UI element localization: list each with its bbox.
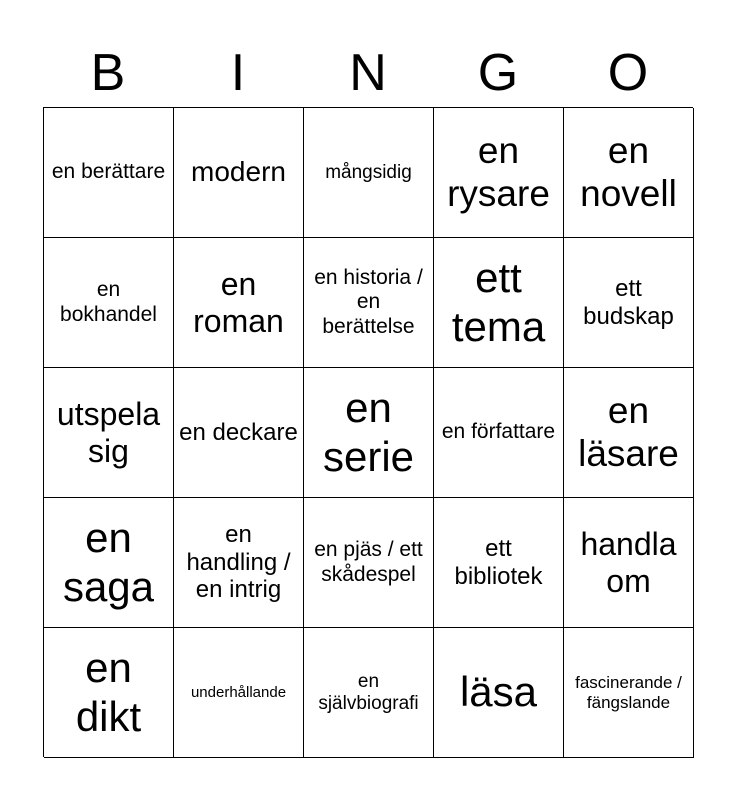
bingo-cell[interactable] (174, 108, 304, 238)
bingo-cell[interactable] (564, 368, 694, 498)
cell-text: ett tema (451, 254, 546, 350)
cell-text: en självbiografi (318, 670, 419, 714)
bingo-cell[interactable] (304, 238, 434, 368)
bingo-cell[interactable] (44, 108, 174, 238)
bingo-cell[interactable] (434, 238, 564, 368)
header-letter-o: O (607, 44, 649, 102)
cell-text: en handling / en intrig (186, 521, 291, 604)
cell-text: läsa (459, 668, 538, 716)
cell-text: ett bibliotek (454, 534, 543, 590)
cell-text: en bokhandel (60, 278, 157, 326)
bingo-cell[interactable] (434, 368, 564, 498)
cell-text: en pjäs / ett skådespel (314, 538, 423, 586)
cell-text: handla om (580, 525, 677, 599)
bingo-cell[interactable] (564, 108, 694, 238)
bingo-cell[interactable] (174, 628, 304, 758)
bingo-cell[interactable] (174, 368, 304, 498)
cell-text: en dikt (75, 644, 142, 740)
cell-text: ett budskap (583, 274, 674, 330)
bingo-cell[interactable] (44, 628, 174, 758)
bingo-cell[interactable] (564, 238, 694, 368)
bingo-cell[interactable] (174, 498, 304, 628)
bingo-board (43, 107, 693, 757)
cell-text: en författare (441, 420, 556, 444)
cell-text: en roman (193, 265, 284, 339)
cell-text: en läsare (578, 389, 679, 474)
cell-text: fascinerande / fängslande (575, 672, 682, 712)
bingo-cell[interactable] (434, 498, 564, 628)
cell-text: en berättare (51, 160, 166, 184)
bingo-cell[interactable] (174, 238, 304, 368)
cell-text: en novell (580, 129, 677, 214)
bingo-cell[interactable] (44, 368, 174, 498)
cell-text: en saga (62, 514, 155, 610)
header-letter-n: N (349, 44, 387, 102)
bingo-cell[interactable] (304, 368, 434, 498)
bingo-cell[interactable] (564, 498, 694, 628)
cell-text: en serie (322, 384, 415, 480)
bingo-cell[interactable] (564, 628, 694, 758)
bingo-header (43, 40, 693, 106)
bingo-cell[interactable] (304, 498, 434, 628)
header-letter-i: I (230, 44, 246, 102)
bingo-cell[interactable] (44, 238, 174, 368)
cell-text: underhållande (190, 683, 287, 701)
cell-text: modern (191, 156, 286, 188)
cell-text: mångsidig (325, 161, 412, 183)
bingo-cell[interactable] (434, 108, 564, 238)
header-letter-b: B (90, 44, 126, 102)
cell-text: en deckare (179, 418, 298, 446)
cell-text: en historia / en berättelse (314, 266, 423, 338)
cell-text: utspela sig (56, 395, 161, 469)
bingo-cell[interactable] (304, 108, 434, 238)
cell-text: en rysare (447, 129, 550, 214)
bingo-cell[interactable] (434, 628, 564, 758)
bingo-cell[interactable] (304, 628, 434, 758)
header-letter-g: G (477, 44, 519, 102)
bingo-cell[interactable] (44, 498, 174, 628)
